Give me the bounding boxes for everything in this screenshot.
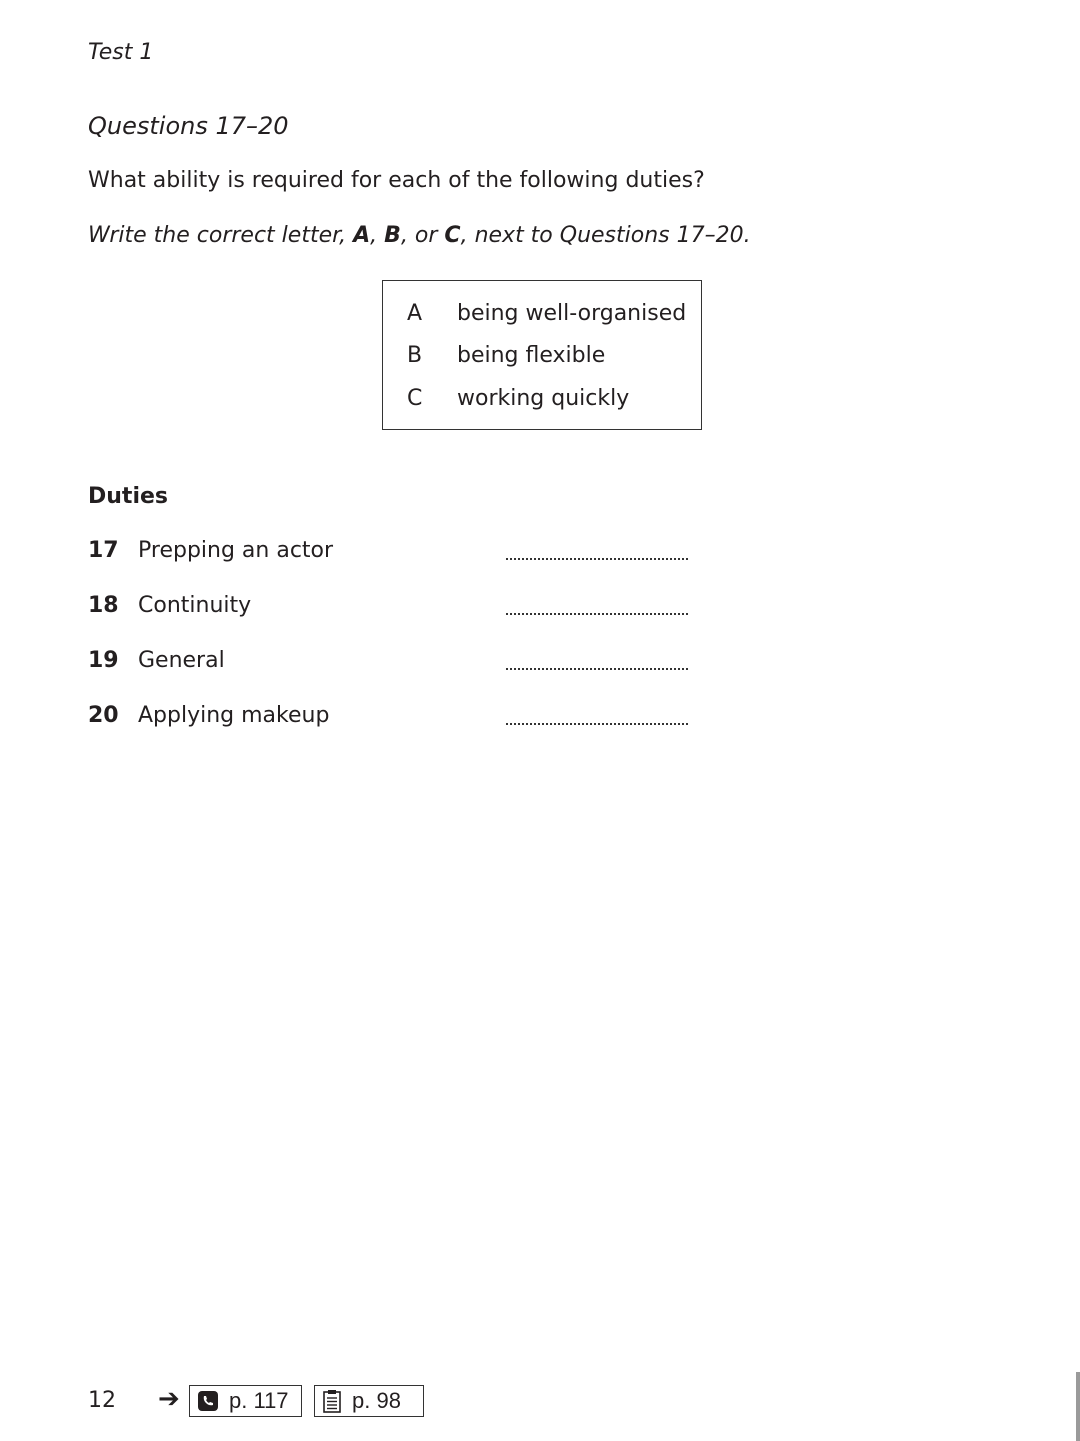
questions-heading: Questions 17–20 xyxy=(88,112,289,140)
instruction-post: , next to Questions 17–20. xyxy=(460,223,751,248)
duty-row-20 xyxy=(88,703,708,733)
arrow-right-icon: ➔ xyxy=(158,1384,180,1414)
page-edge xyxy=(1076,1372,1080,1441)
option-letter: A xyxy=(407,301,423,326)
instruction-letter-c: C xyxy=(444,223,461,248)
duty-label: Applying makeup xyxy=(138,703,330,728)
running-head: Test 1 xyxy=(88,40,154,65)
option-text: working quickly xyxy=(457,386,630,411)
duty-label: Prepping an actor xyxy=(138,538,334,563)
option-text: being well-organised xyxy=(457,301,687,326)
instruction-sep2: , or xyxy=(400,223,445,248)
instruction xyxy=(88,223,751,248)
instruction-letter-a: A xyxy=(353,223,371,248)
duties-heading: Duties xyxy=(88,484,168,509)
duty-number: 18 xyxy=(88,593,119,618)
question-text: What ability is required for each of the following duties? xyxy=(88,168,705,193)
instruction-pre: Write the correct letter, xyxy=(88,223,354,248)
option-letter: B xyxy=(407,343,423,368)
duty-label: Continuity xyxy=(138,593,252,618)
duty-row-17 xyxy=(88,538,708,568)
answer-key-icon xyxy=(322,1389,342,1413)
duty-row-18 xyxy=(88,593,708,623)
instruction-sep1: , xyxy=(370,223,385,248)
duty-number: 20 xyxy=(88,703,119,728)
option-letter: C xyxy=(407,386,423,411)
answer-blank[interactable] xyxy=(506,721,688,725)
ref-audio-script[interactable] xyxy=(189,1385,302,1417)
duty-label: General xyxy=(138,648,225,673)
duty-number: 19 xyxy=(88,648,119,673)
ref-audio-label: p. 117 xyxy=(229,1388,289,1413)
ref-answer-key[interactable] xyxy=(314,1385,424,1417)
instruction-letter-b: B xyxy=(384,223,401,248)
option-text: being flexible xyxy=(457,343,606,368)
answer-blank[interactable] xyxy=(506,556,688,560)
duty-row-19 xyxy=(88,648,708,678)
audio-script-icon xyxy=(197,1390,219,1412)
duty-number: 17 xyxy=(88,538,119,563)
options-box xyxy=(382,280,702,430)
answer-blank[interactable] xyxy=(506,611,688,615)
ref-answers-label: p. 98 xyxy=(352,1388,401,1413)
page-number: 12 xyxy=(88,1388,116,1413)
answer-blank[interactable] xyxy=(506,666,688,670)
